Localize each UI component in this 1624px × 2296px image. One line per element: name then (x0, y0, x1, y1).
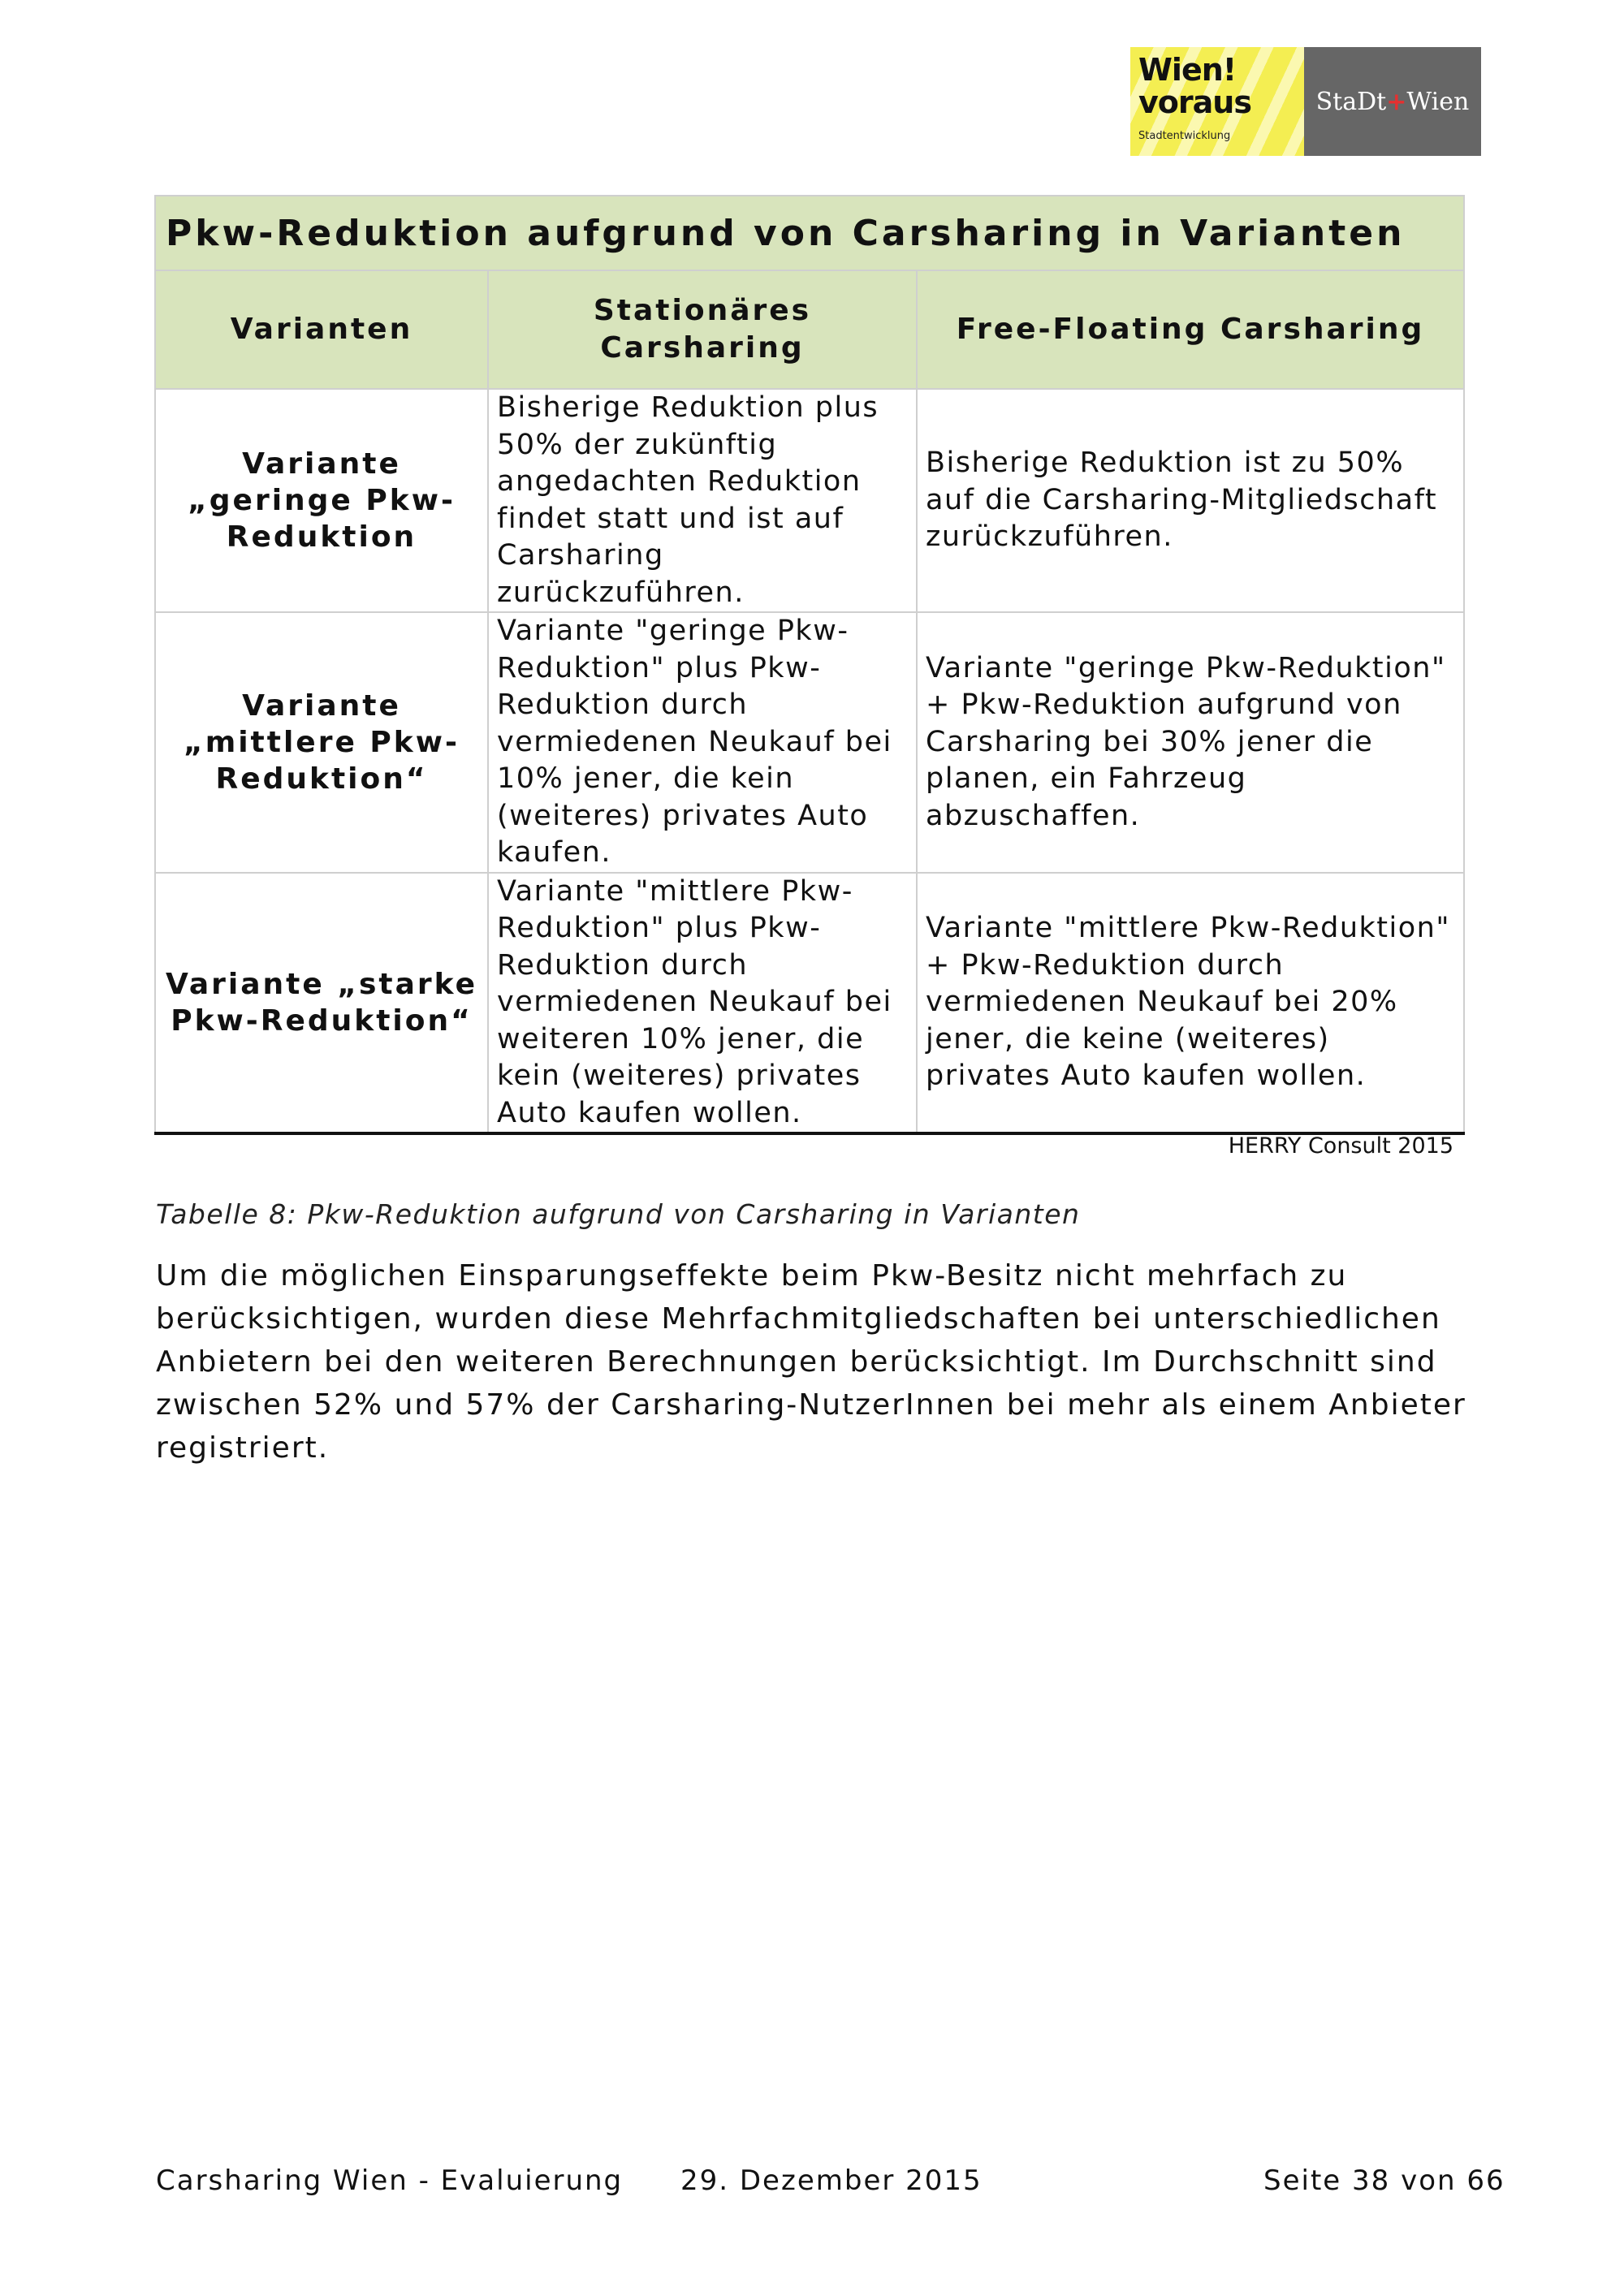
logo-brand-sub: Stadtentwicklung (1138, 130, 1231, 142)
stationary-cell: Bisherige Reduktion plus 50% der zukünftig angedachten Reduktion findet statt und ist auf Carsharing zurückzuführen. (488, 389, 917, 612)
logo-city-cross: + (1386, 87, 1407, 116)
header-varianten: Varianten (155, 270, 488, 389)
variants-table (154, 195, 1465, 1135)
table-title: Pkw-Reduktion aufgrund von Carsharing in Varianten (155, 196, 1464, 270)
variant-label: Variante „geringe Pkw-Reduktion (155, 389, 488, 612)
free-floating-cell: Variante "mittlere Pkw-Reduktion" + Pkw-Reduktion durch vermiedenen Neukauf bei 20% jener, die keine (weiteres) privates Auto kaufen wollen. (917, 873, 1464, 1134)
logo-brand-line1: Wien! (1138, 52, 1237, 88)
footer-date: 29. Dezember 2015 (680, 2164, 983, 2197)
header-stationaer: Stationäres Carsharing (488, 270, 917, 389)
wien-voraus-logo (1130, 47, 1304, 156)
header-free-floating: Free-Floating Carsharing (917, 270, 1464, 389)
body-paragraph: Um die möglichen Einsparungseffekte beim Pkw-Besitz nicht mehrfach zu berücksichtigen, wurden diese Mehrfachmitgliedschaften bei unterschiedlichen Anbietern bei den weiteren Berechnungen berücksichtigt. Im Durchschnitt sind zwischen 52% und 57% der Carsharing-NutzerInnen bei mehr als einem Anbieter registriert. (156, 1259, 1466, 1465)
header-logo (1130, 47, 1481, 156)
logo-brand-line2: voraus (1138, 84, 1251, 120)
logo-city-part1: StaDt (1315, 87, 1387, 116)
stationary-cell: Variante "mittlere Pkw-Reduktion" plus Pkw-Reduktion durch vermiedenen Neukauf bei weiteren 10% jener, die kein (weiteres) privates Auto kaufen wollen. (488, 873, 917, 1134)
stadt-wien-logo (1304, 47, 1481, 156)
table-row (155, 873, 1464, 1134)
table-row (155, 389, 1464, 612)
variant-label: Variante „starke Pkw-Reduktion“ (155, 873, 488, 1134)
stationary-cell: Variante "geringe Pkw-Reduktion" plus Pkw-Reduktion durch vermiedenen Neukauf bei 10% jener, die kein (weiteres) privates Auto kaufen. (488, 612, 917, 873)
table-source: HERRY Consult 2015 (1228, 1133, 1453, 1159)
table-row (155, 612, 1464, 873)
free-floating-cell: Bisherige Reduktion ist zu 50% auf die Carsharing-Mitgliedschaft zurückzuführen. (917, 389, 1464, 612)
logo-city-part2: Wien (1406, 87, 1470, 116)
variant-label: Variante „mittlere Pkw-Reduktion“ (155, 612, 488, 873)
free-floating-cell: Variante "geringe Pkw-Reduktion" + Pkw-Reduktion aufgrund von Carsharing bei 30% jener die planen, ein Fahrzeug abzuschaffen. (917, 612, 1464, 873)
table-caption: Tabelle 8: Pkw-Reduktion aufgrund von Carsharing in Varianten (156, 1198, 1081, 1230)
footer-document-title: Carsharing Wien - Evaluierung (156, 2164, 624, 2197)
footer-page-number: Seite 38 von 66 (1263, 2164, 1505, 2197)
